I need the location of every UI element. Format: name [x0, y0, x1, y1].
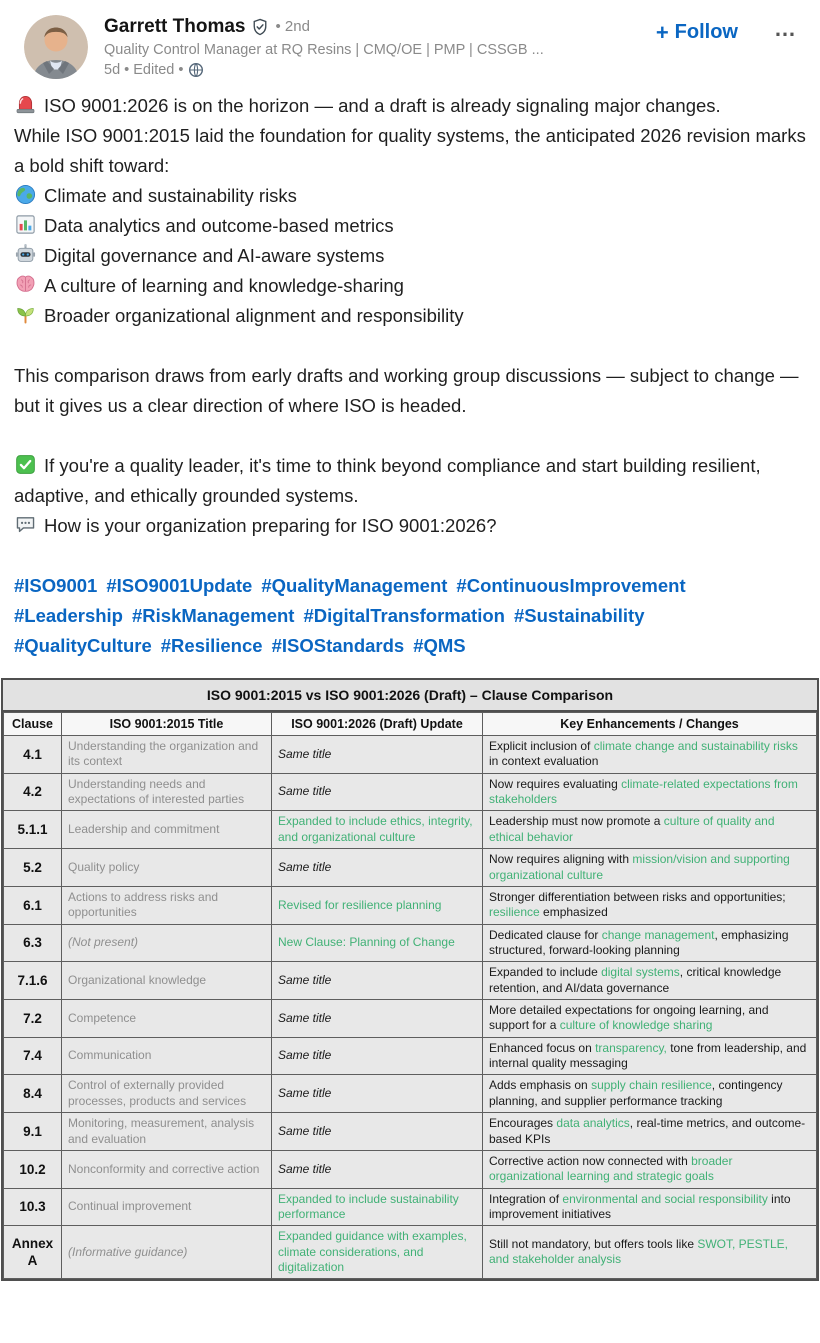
post-line-text: While ISO 9001:2015 laid the foundation for quality systems, the anticipated 2026 revision marks a bold shift toward: — [14, 125, 806, 176]
cell-text-segment: Stronger differentiation between risks and opportunities; — [489, 889, 786, 904]
table-row — [4, 886, 817, 924]
cell-text-segment: Same title — [278, 1123, 332, 1138]
title-2015-cell — [62, 811, 272, 849]
post-line-text: ISO 9001:2026 is on the horizon — and a draft is already signaling major changes. — [44, 95, 721, 116]
table-row — [4, 1000, 817, 1038]
hashtag-link[interactable]: #Leadership — [14, 605, 123, 626]
post-line-text: This comparison draws from early drafts and working group discussions — subject to change — but it gives us a clear direction of where ISO is headed. — [14, 365, 799, 416]
table-row — [4, 924, 817, 962]
cell-text-segment: Same title — [278, 972, 332, 987]
clause-number-cell: 10.3 — [4, 1188, 62, 1226]
title-2015-cell — [62, 1000, 272, 1038]
cell-text-segment: Dedicated clause for — [489, 927, 602, 942]
post-line-text: Broader organizational alignment and responsibility — [44, 305, 464, 326]
cell-text-segment: in context evaluation — [489, 754, 599, 769]
post-text-line — [14, 271, 806, 301]
robot-icon — [14, 243, 37, 266]
update-2026-cell — [272, 1150, 483, 1188]
cell-text-segment: , critical knowledge retention, and AI/data governance — [489, 965, 782, 995]
table-header-row — [4, 713, 817, 736]
cell-text-segment: Leadership and commitment — [68, 822, 220, 837]
clause-number-cell: 10.2 — [4, 1150, 62, 1188]
cell-text-segment: Continual improvement — [68, 1199, 192, 1214]
author-name[interactable]: Garrett Thomas — [104, 16, 246, 37]
cell-text-segment: Same title — [278, 1010, 332, 1025]
author-headline: Quality Control Manager at RQ Resins | CMQ/OE | PMP | CSSGB ... — [104, 42, 544, 58]
cell-text-segment: data analytics — [556, 1116, 630, 1131]
cell-text-segment: Quality policy — [68, 859, 140, 874]
globe-icon — [14, 183, 37, 206]
clause-number-cell: 6.3 — [4, 924, 62, 962]
cell-text-segment: , emphasizing structured, forward-looking planning — [489, 927, 789, 957]
hashtag-line — [14, 601, 806, 631]
clause-number-cell: 7.1.6 — [4, 962, 62, 1000]
cell-text-segment: Revised for resilience planning — [278, 897, 442, 912]
table-header-cell: ISO 9001:2026 (Draft) Update — [272, 713, 483, 736]
table-header-cell: Clause — [4, 713, 62, 736]
table-row — [4, 1075, 817, 1113]
table-title: ISO 9001:2015 vs ISO 9001:2026 (Draft) – Clause Comparison — [3, 680, 817, 712]
hashtag-line — [14, 571, 806, 601]
cell-text-segment: Understanding needs and expectations of interested parties — [68, 776, 245, 807]
table-header-cell: Key Enhancements / Changes — [483, 713, 817, 736]
cell-text-segment: Now requires aligning with — [489, 852, 633, 867]
key-changes-cell — [483, 1075, 817, 1113]
clause-number-cell: 4.1 — [4, 736, 62, 774]
clause-comparison-table-image[interactable] — [1, 678, 819, 1281]
cell-text-segment: broader organizational learning and strategic goals — [489, 1153, 733, 1184]
clause-number-cell: 5.2 — [4, 849, 62, 887]
cell-text-segment: New Clause: Planning of Change — [278, 935, 455, 950]
clause-number-cell: 5.1.1 — [4, 811, 62, 849]
table-row — [4, 849, 817, 887]
cell-text-segment: Monitoring, measurement, analysis and evaluation — [68, 1116, 255, 1146]
title-2015-cell — [62, 1226, 272, 1279]
update-2026-cell — [272, 962, 483, 1000]
key-changes-cell — [483, 811, 817, 849]
clause-number-cell: Annex A — [4, 1226, 62, 1279]
key-changes-cell — [483, 924, 817, 962]
clause-number-cell: 7.4 — [4, 1037, 62, 1075]
cell-text-segment: emphasized — [539, 905, 608, 920]
key-changes-cell — [483, 1150, 817, 1188]
cell-text-segment: Control of externally provided processes, products and services — [68, 1078, 247, 1108]
cell-text-segment: Expanded guidance with examples, climate considerations, and digitalization — [278, 1229, 467, 1275]
hashtag-link[interactable]: #ISOStandards — [271, 635, 405, 656]
title-2015-cell — [62, 1113, 272, 1151]
post-line-text: A culture of learning and knowledge-sharing — [44, 275, 404, 296]
key-changes-cell — [483, 1113, 817, 1151]
paragraph-break — [14, 331, 806, 361]
title-2015-cell — [62, 924, 272, 962]
title-2015-cell — [62, 773, 272, 811]
update-2026-cell — [272, 1037, 483, 1075]
post-text-line — [14, 241, 806, 271]
paragraph-break — [14, 421, 806, 451]
hashtag-link[interactable]: #RiskManagement — [132, 605, 295, 626]
cell-text-segment: Adds emphasis on — [489, 1078, 592, 1093]
table-row — [4, 1113, 817, 1151]
hashtag-link[interactable]: #ISO9001 — [14, 575, 98, 596]
update-2026-cell — [272, 1226, 483, 1279]
cell-text-segment: Communication — [68, 1048, 152, 1063]
post-line-text: Climate and sustainability risks — [44, 185, 297, 206]
cell-text-segment: into improvement initiatives — [489, 1191, 791, 1221]
clause-number-cell: 8.4 — [4, 1075, 62, 1113]
post-text-line — [14, 211, 806, 241]
cell-text-segment: (Informative guidance) — [68, 1244, 188, 1259]
post-text-line — [14, 181, 806, 211]
hashtag-link[interactable]: #ContinuousImprovement — [456, 575, 686, 596]
table-row — [4, 1150, 817, 1188]
cell-text-segment: SWOT, PESTLE, and stakeholder analysis — [489, 1237, 789, 1267]
cell-text-segment: Same title — [278, 1086, 332, 1101]
cell-text-segment: More detailed expectations for ongoing learning, and support for a — [489, 1003, 769, 1033]
cell-text-segment: Actions to address risks and opportunities — [68, 889, 219, 920]
cell-text-segment: Organizational knowledge — [68, 972, 207, 987]
update-2026-cell — [272, 1113, 483, 1151]
hashtag-link[interactable]: #Sustainability — [513, 605, 645, 626]
siren-icon — [14, 93, 37, 116]
cell-text-segment: Corrective action now connected with — [489, 1153, 692, 1168]
table-header-cell: ISO 9001:2015 Title — [62, 713, 272, 736]
title-2015-cell — [62, 736, 272, 774]
update-2026-cell — [272, 886, 483, 924]
cell-text-segment: Same title — [278, 1161, 332, 1176]
post-meta — [104, 62, 652, 78]
hashtag-link[interactable]: #QualityCulture — [14, 635, 152, 656]
key-changes-cell — [483, 849, 817, 887]
update-2026-cell — [272, 924, 483, 962]
post-text — [0, 81, 820, 541]
key-changes-cell — [483, 1188, 817, 1226]
title-2015-cell — [62, 1150, 272, 1188]
more-options-button[interactable]: … — [768, 19, 804, 39]
title-2015-cell — [62, 849, 272, 887]
cell-text-segment: , real-time metrics, and outcome-based KPIs — [489, 1116, 806, 1146]
hashtag-link[interactable]: #ISO9001Update — [106, 575, 253, 596]
cell-text-segment: Understanding the organization and its context — [68, 739, 259, 769]
post-age: 5d • Edited • — [104, 62, 184, 78]
clause-number-cell: 4.2 — [4, 773, 62, 811]
cell-text-segment: Competence — [68, 1010, 137, 1025]
update-2026-cell — [272, 1188, 483, 1226]
hashtag-link[interactable]: #QMS — [413, 635, 466, 656]
profile-photo — [24, 15, 88, 79]
cell-text-segment: resilience — [489, 905, 540, 920]
cell-text-segment: Explicit inclusion of — [489, 739, 594, 753]
cell-text-segment: Integration of — [489, 1191, 563, 1206]
bar-chart-icon — [14, 213, 37, 236]
update-2026-cell — [272, 773, 483, 811]
cell-text-segment: Expanded to include ethics, integrity, and organizational culture — [278, 814, 473, 844]
hashtag-link[interactable]: #Resilience — [160, 635, 263, 656]
table-row — [4, 962, 817, 1000]
cell-text-segment: climate change and sustainability risks — [593, 739, 798, 753]
cell-text-segment: Same title — [278, 746, 332, 761]
cell-text-segment: transparency, — [595, 1040, 667, 1055]
brain-icon — [14, 273, 37, 296]
post-line-text: If you're a quality leader, it's time to think beyond compliance and start building resilient, adaptive, and ethically grounded systems. — [14, 455, 761, 506]
table-row — [4, 773, 817, 811]
cell-text-segment: Expanded to include sustainability performance — [278, 1191, 459, 1221]
verified-badge-icon — [251, 18, 269, 36]
hashtag-line — [14, 631, 806, 661]
update-2026-cell — [272, 1075, 483, 1113]
post-text-line — [14, 511, 806, 541]
cell-text-segment: Leadership must now promote a — [489, 814, 664, 829]
post-text-line — [14, 451, 806, 511]
clause-number-cell: 7.2 — [4, 1000, 62, 1038]
hashtag-link[interactable]: #QualityManagement — [261, 575, 448, 596]
post-line-text: How is your organization preparing for ISO 9001:2026? — [44, 515, 497, 536]
title-2015-cell — [62, 1075, 272, 1113]
plus-icon: + — [655, 19, 669, 45]
cell-text-segment: , contingency planning, and supplier performance tracking — [489, 1078, 783, 1108]
post-line-text: Digital governance and AI-aware systems — [44, 245, 385, 266]
post-text-line — [14, 121, 806, 181]
post-text-line — [14, 301, 806, 331]
key-changes-cell — [483, 1037, 817, 1075]
seedling-icon — [14, 303, 37, 326]
clause-comparison-table — [3, 712, 817, 1279]
title-2015-cell — [62, 1188, 272, 1226]
check-icon — [14, 453, 37, 476]
header-actions — [652, 15, 804, 46]
post-header — [0, 0, 820, 81]
speech-icon — [14, 513, 37, 536]
cell-text-segment: Nonconformity and corrective action — [68, 1161, 260, 1176]
author-name-row — [104, 15, 652, 39]
table-row — [4, 1037, 817, 1075]
cell-text-segment: supply chain resilience — [591, 1078, 712, 1093]
public-globe-icon — [188, 62, 204, 78]
key-changes-cell — [483, 962, 817, 1000]
cell-text-segment: digital systems — [601, 965, 680, 980]
update-2026-cell — [272, 849, 483, 887]
cell-text-segment: climate-related expectations from stakeholders — [489, 776, 798, 807]
cell-text-segment: (Not present) — [68, 935, 139, 950]
key-changes-cell — [483, 736, 817, 774]
cell-text-segment: Expanded to include — [489, 965, 602, 980]
table-row — [4, 736, 817, 774]
cell-text-segment: Same title — [278, 1048, 332, 1063]
connection-degree: • 2nd — [275, 18, 310, 35]
cell-text-segment: Enhanced focus on — [489, 1040, 596, 1055]
clause-number-cell: 6.1 — [4, 886, 62, 924]
cell-text-segment: change management — [601, 927, 715, 942]
title-2015-cell — [62, 1037, 272, 1075]
author-info — [104, 15, 652, 78]
key-changes-cell — [483, 1226, 817, 1279]
key-changes-cell — [483, 1000, 817, 1038]
hashtag-link[interactable]: #DigitalTransformation — [303, 605, 505, 626]
cell-text-segment: Same title — [278, 859, 332, 874]
post-text-line — [14, 361, 806, 421]
update-2026-cell — [272, 736, 483, 774]
hashtag-list — [0, 541, 820, 661]
cell-text-segment: tone from leadership, and internal quality messaging — [489, 1040, 807, 1071]
avatar[interactable] — [24, 15, 88, 79]
cell-text-segment: culture of knowledge sharing — [559, 1018, 713, 1033]
table-row — [4, 811, 817, 849]
title-2015-cell — [62, 886, 272, 924]
update-2026-cell — [272, 1000, 483, 1038]
table-row — [4, 1226, 817, 1279]
update-2026-cell — [272, 811, 483, 849]
cell-text-segment: Now requires evaluating — [489, 776, 622, 791]
cell-text-segment: Still not mandatory, but offers tools like — [489, 1237, 698, 1252]
cell-text-segment: Encourages — [489, 1116, 557, 1131]
title-2015-cell — [62, 962, 272, 1000]
follow-button[interactable] — [652, 19, 742, 46]
cell-text-segment: environmental and social responsibility — [562, 1191, 768, 1206]
clause-number-cell: 9.1 — [4, 1113, 62, 1151]
table-row — [4, 1188, 817, 1226]
follow-label: Follow — [674, 21, 738, 43]
cell-text-segment: culture of quality and ethical behavior — [489, 814, 775, 844]
cell-text-segment: mission/vision and supporting organizational culture — [489, 852, 790, 882]
key-changes-cell — [483, 773, 817, 811]
post-text-line — [14, 91, 806, 121]
post-line-text: Data analytics and outcome-based metrics — [44, 215, 394, 236]
cell-text-segment: Same title — [278, 784, 332, 799]
key-changes-cell — [483, 886, 817, 924]
